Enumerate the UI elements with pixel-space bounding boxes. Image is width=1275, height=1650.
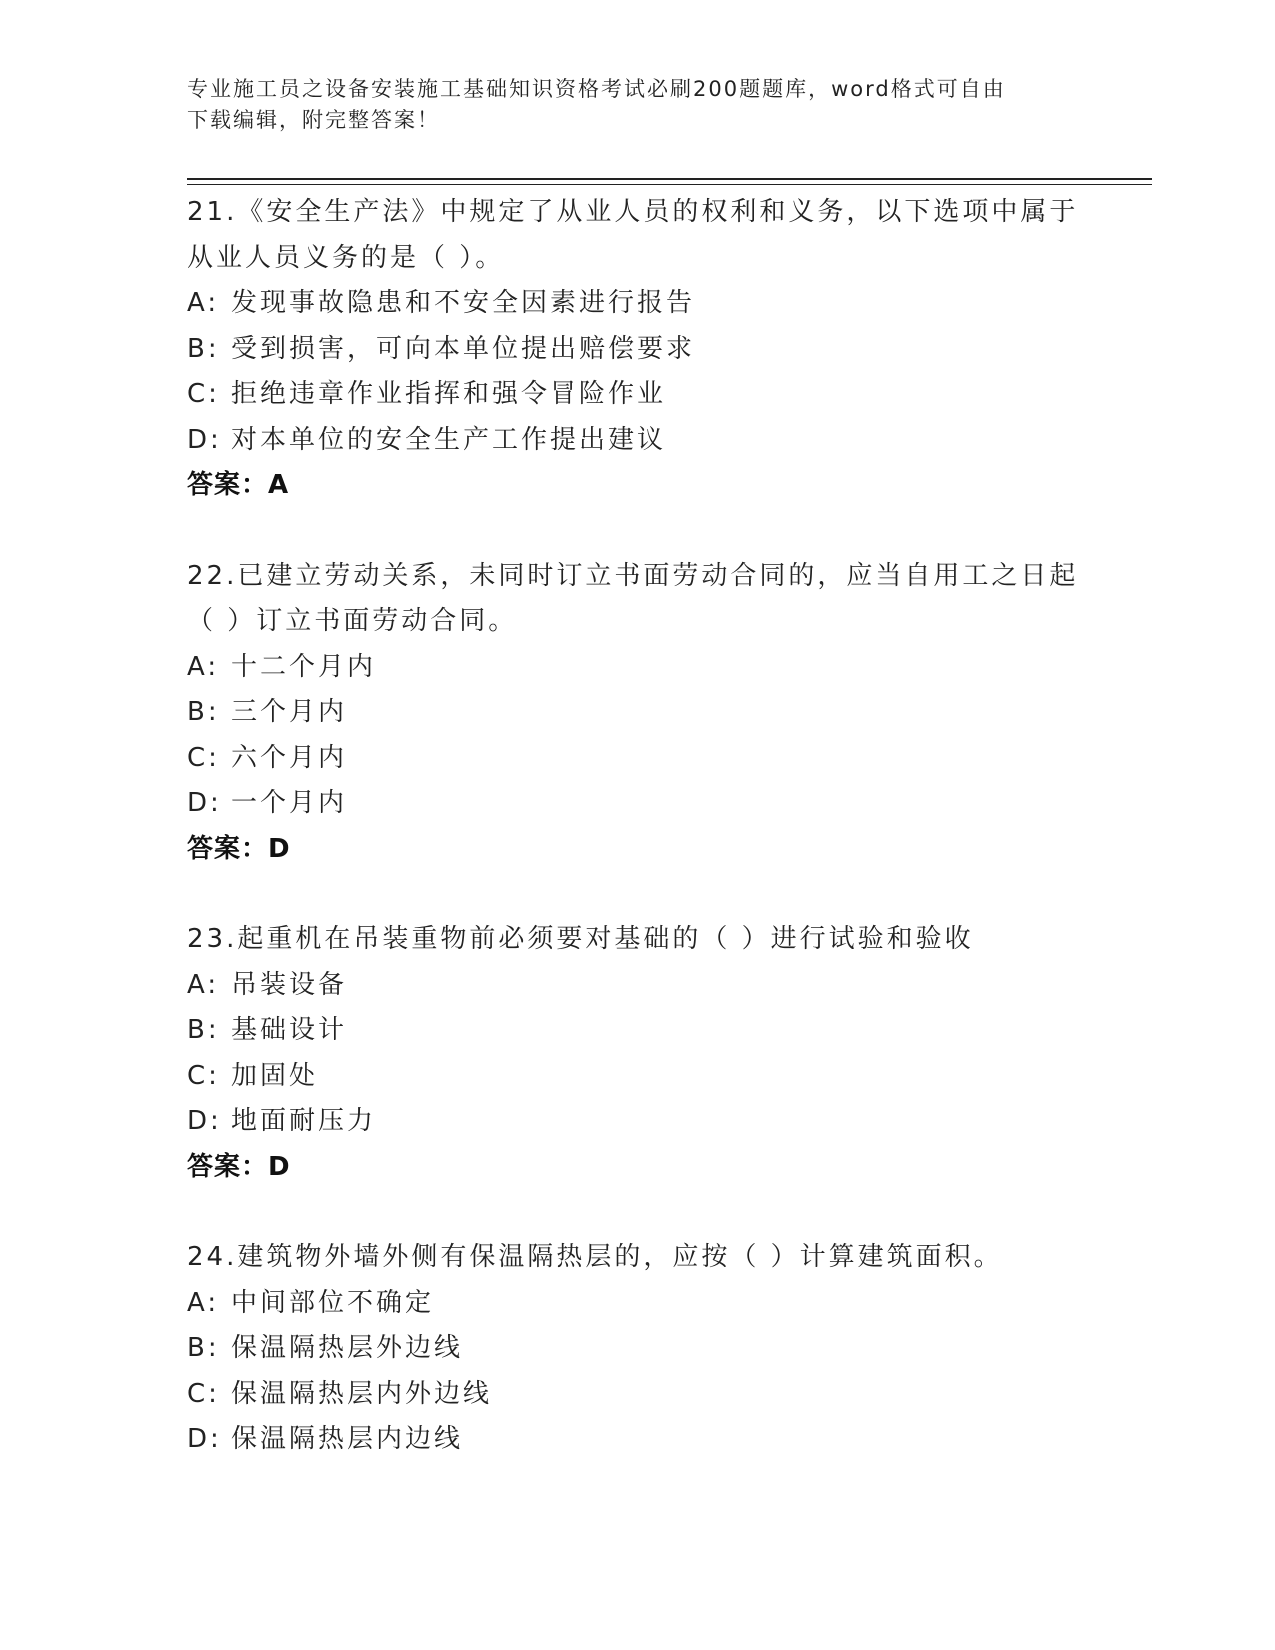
- option-text: 加固处: [231, 1060, 319, 1091]
- option-text: 吊装设备: [231, 969, 348, 1000]
- spacer: [187, 872, 1087, 917]
- answer: 答案：A: [187, 470, 290, 500]
- option-text: 六个月内: [231, 742, 348, 773]
- option-key: C:: [187, 1060, 220, 1091]
- option-text: 地面耐压力: [231, 1106, 377, 1136]
- question-24: [187, 1235, 1087, 1463]
- question-stem-line: （ ）订立书面劳动合同。: [187, 606, 518, 636]
- option-a: [187, 1281, 1087, 1327]
- option-key: B:: [187, 1015, 220, 1045]
- option-key: B:: [187, 1333, 220, 1363]
- answer: 答案：D: [187, 833, 291, 864]
- option-b: [187, 1008, 1087, 1054]
- option-text: 基础设计: [231, 1015, 348, 1045]
- option-key: D:: [187, 424, 222, 455]
- option-b: [187, 327, 1087, 373]
- option-b: [187, 1326, 1087, 1372]
- option-key: A:: [187, 1287, 220, 1318]
- header-line-2: 下载编辑，附完整答案！: [187, 108, 440, 132]
- option-key: C:: [187, 1378, 220, 1409]
- option-d: [187, 1417, 1087, 1463]
- header-line-1: 专业施工员之设备安装施工基础知识资格考试必刷200题题库，word格式可自由: [187, 77, 1006, 101]
- question-23: [187, 917, 1087, 1190]
- option-key: C:: [187, 742, 220, 773]
- option-text: 三个月内: [231, 697, 348, 727]
- option-key: B:: [187, 333, 220, 364]
- option-key: A:: [187, 651, 220, 682]
- option-key: D:: [187, 1106, 222, 1136]
- option-text: 对本单位的安全生产工作提出建议: [231, 424, 667, 455]
- option-c: [187, 372, 1087, 418]
- question-stem-line: 21.《安全生产法》中规定了从业人员的权利和义务，以下选项中属于: [187, 197, 1079, 227]
- option-b: [187, 690, 1087, 736]
- question-stem-line: 从业人员义务的是（ ）。: [187, 242, 505, 273]
- question-list: [187, 190, 1087, 1463]
- option-c: [187, 1054, 1087, 1100]
- spacer: [187, 509, 1087, 554]
- option-key: A:: [187, 288, 220, 318]
- option-a: [187, 281, 1087, 327]
- option-text: 中间部位不确定: [231, 1287, 435, 1318]
- question-21: [187, 190, 1087, 509]
- option-a: [187, 963, 1087, 1009]
- header-divider-thin: [187, 184, 1152, 185]
- option-key: C:: [187, 379, 220, 409]
- question-22: [187, 554, 1087, 873]
- option-text: 拒绝违章作业指挥和强令冒险作业: [231, 379, 667, 409]
- option-a: [187, 645, 1087, 691]
- option-d: [187, 418, 1087, 464]
- question-stem-line: 24.建筑物外墙外侧有保温隔热层的，应按（ ）计算建筑面积。: [187, 1242, 1003, 1272]
- option-text: 发现事故隐患和不安全因素进行报告: [231, 288, 696, 318]
- option-text: 受到损害，可向本单位提出赔偿要求: [231, 333, 696, 364]
- option-key: A:: [187, 969, 220, 1000]
- header-divider-thick: [187, 178, 1152, 180]
- option-text: 保温隔热层内边线: [231, 1424, 464, 1454]
- option-text: 十二个月内: [231, 651, 377, 682]
- option-c: [187, 1372, 1087, 1418]
- option-d: [187, 1099, 1087, 1145]
- option-text: 一个月内: [231, 788, 348, 818]
- option-c: [187, 736, 1087, 782]
- option-key: D:: [187, 1424, 222, 1454]
- question-stem-line: 23.起重机在吊装重物前必须要对基础的（ ）进行试验和验收: [187, 924, 974, 954]
- option-d: [187, 781, 1087, 827]
- option-key: B:: [187, 697, 220, 727]
- question-stem-line: 22.已建立劳动关系，未同时订立书面劳动合同的，应当自用工之日起: [187, 560, 1079, 591]
- option-key: D:: [187, 788, 222, 818]
- option-text: 保温隔热层内外边线: [231, 1378, 493, 1409]
- document-header: [187, 74, 1067, 136]
- option-text: 保温隔热层外边线: [231, 1333, 464, 1363]
- spacer: [187, 1190, 1087, 1235]
- answer: 答案：D: [187, 1151, 291, 1182]
